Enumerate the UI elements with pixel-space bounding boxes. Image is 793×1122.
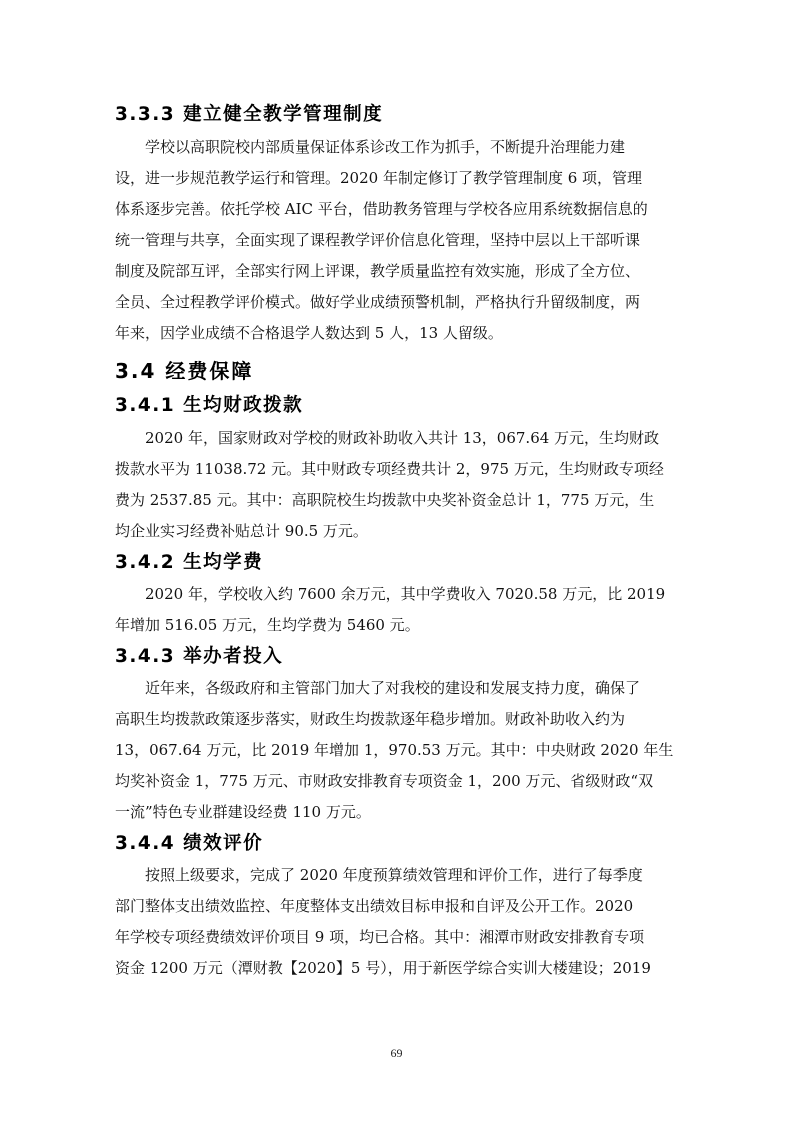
heading-3-4-2: 3.4.2 生均学费 [115, 552, 264, 573]
text-line: 部门整体支出绩效监控、年度整体支出绩效目标申报和自评及公开工作。2020 [115, 897, 634, 915]
text-line: 均企业实习经费补贴总计 90.5 万元。 [115, 522, 368, 540]
text-line: 统一管理与共享，全面实现了课程教学评价信息化管理，坚持中层以上干部听课 [115, 231, 641, 249]
text-line: 按照上级要求，完成了 2020 年度预算绩效管理和评价工作，进行了每季度 [145, 866, 643, 884]
page-content [115, 100, 685, 984]
text-line: 13，067.64 万元，比 2019 年增加 1，970.53 万元。其中：中央财政 2020 年生 [115, 741, 674, 759]
section-3-4-3 [115, 641, 685, 828]
text-line: 一流”特色专业群建设经费 110 万元。 [115, 803, 371, 821]
paragraph-3-4-2 [115, 579, 685, 641]
section-3-4-1 [115, 389, 685, 547]
text-line: 2020 年，学校收入约 7600 余万元，其中学费收入 7020.58 万元，比 2019 [145, 585, 666, 603]
text-line: 年学校专项经费绩效评价项目 9 项，均已合格。其中：湘潭市财政安排教育专项 [115, 928, 645, 946]
heading-3-4: 3.4 经费保障 [115, 359, 254, 383]
text-line: 学校以高职院校内部质量保证体系诊改工作为抓手，不断提升治理能力建 [145, 138, 626, 156]
paragraph-3-4-4 [115, 860, 685, 984]
text-line: 2020 年，国家财政对学校的财政补助收入共计 13，067.64 万元，生均财政 [145, 429, 660, 447]
text-line: 年增加 516.05 万元，生均学费为 5460 元。 [115, 616, 420, 634]
text-line: 均奖补资金 1，775 万元、市财政安排教育专项资金 1，200 万元、省级财政“双 [115, 772, 654, 790]
text-line: 拨款水平为 11038.72 元。其中财政专项经费共计 2，975 万元，生均财政专项经 [115, 460, 664, 478]
text-line: 制度及院部互评，全部实行网上评课，教学质量监控有效实施，形成了全方位、 [115, 262, 641, 280]
text-line: 资金 1200 万元（潭财教【2020】5 号），用于新医学综合实训大楼建设；2019 [115, 959, 651, 977]
text-line: 设，进一步规范教学运行和管理。2020 年制定修订了教学管理制度 6 项，管理 [115, 169, 643, 187]
paragraph-3-4-3 [115, 673, 685, 828]
text-line: 年来，因学业成绩不合格退学人数达到 5 人，13 人留级。 [115, 324, 503, 342]
page-number: 69 [390, 1046, 403, 1060]
text-line: 费为 2537.85 元。其中：高职院校生均拨款中央奖补资金总计 1，775 万元，生 [115, 491, 655, 509]
text-line: 全员、全过程教学评价模式。做好学业成绩预警机制，严格执行升留级制度，两 [115, 293, 641, 311]
heading-3-3-3: 3.3.3 建立健全教学管理制度 [115, 104, 384, 125]
text-line: 近年来，各级政府和主管部门加大了对我校的建设和发展支持力度，确保了 [145, 679, 641, 697]
paragraph-3-4-1 [115, 423, 685, 547]
heading-3-4-3: 3.4.3 举办者投入 [115, 646, 284, 667]
text-line: 高职生均拨款政策逐步落实，财政生均拨款逐年稳步增加。财政补助收入约为 [115, 710, 626, 728]
heading-3-4-1: 3.4.1 生均财政拨款 [115, 395, 304, 416]
section-3-3-3 [115, 100, 685, 349]
section-3-4-4 [115, 828, 685, 984]
heading-3-4-4: 3.4.4 绩效评价 [115, 833, 264, 854]
section-3-4-2 [115, 547, 685, 641]
text-line: 体系逐步完善。依托学校 AIC 平台，借助教务管理与学校各应用系统数据信息的 [115, 200, 648, 218]
paragraph-3-3-3 [115, 132, 685, 349]
